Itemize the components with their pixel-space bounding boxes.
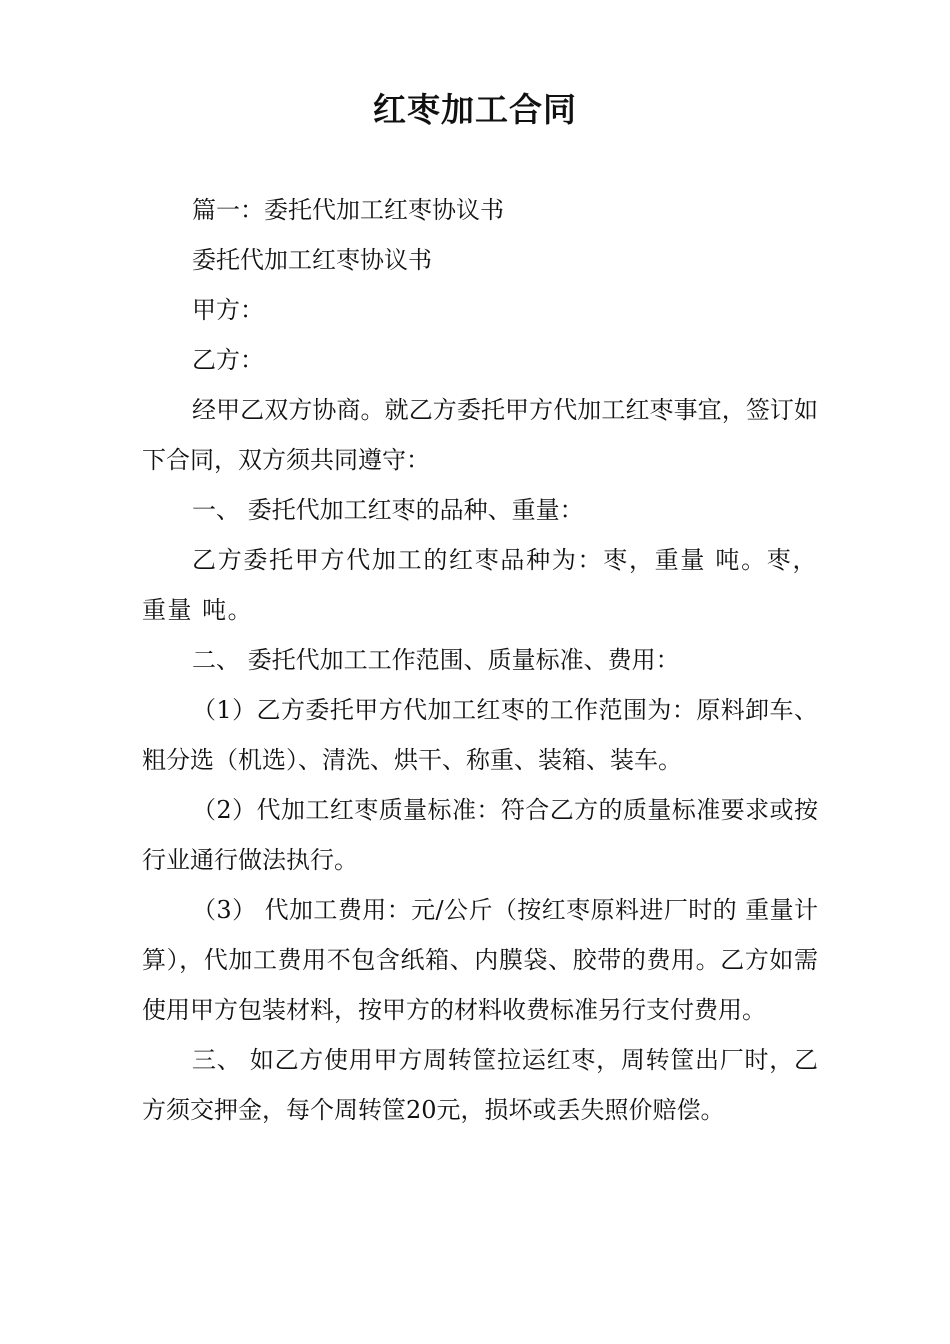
clause-2-item-3: （3） 代加工费用：元/公斤（按红枣原料进厂时的 重量计算），代加工费用不包含纸箱、内膜袋、胶带的费用。乙方如需使用甲方包装材料，按甲方的材料收费标准另行支付费用。 xyxy=(142,896,818,1024)
clause-2-item-1: （1）乙方委托甲方代加工红枣的工作范围为：原料卸车、粗分选（机选）、清洗、烘干、称重、装箱、装车。 xyxy=(142,696,818,774)
clause-1-heading: 一、 委托代加工红枣的品种、重量： xyxy=(192,496,584,524)
clause-2-item-2: （2）代加工红枣质量标准：符合乙方的质量标准要求或按行业通行做法执行。 xyxy=(142,796,818,874)
agreement-name: 委托代加工红枣协议书 xyxy=(192,246,432,274)
clause-2-heading: 二、 委托代加工工作范围、质量标准、费用： xyxy=(192,646,680,674)
preamble: 经甲乙双方协商。就乙方委托甲方代加工红枣事宜，签订如下合同，双方须共同遵守： xyxy=(142,396,818,474)
clause-3: 三、 如乙方使用甲方周转筐拉运红枣，周转筐出厂时，乙方须交押金，每个周转筐20元，损坏或丢失照价赔偿。 xyxy=(142,1046,818,1124)
party-a: 甲方： xyxy=(192,296,264,324)
party-b: 乙方： xyxy=(192,346,264,374)
document-title: 红枣加工合同 xyxy=(373,90,577,129)
clause-1-body: 乙方委托甲方代加工的红枣品种为：枣，重量 吨。枣，重量 吨。 xyxy=(142,546,818,624)
section-heading: 篇一：委托代加工红枣协议书 xyxy=(192,196,504,224)
document-body xyxy=(142,185,818,1135)
